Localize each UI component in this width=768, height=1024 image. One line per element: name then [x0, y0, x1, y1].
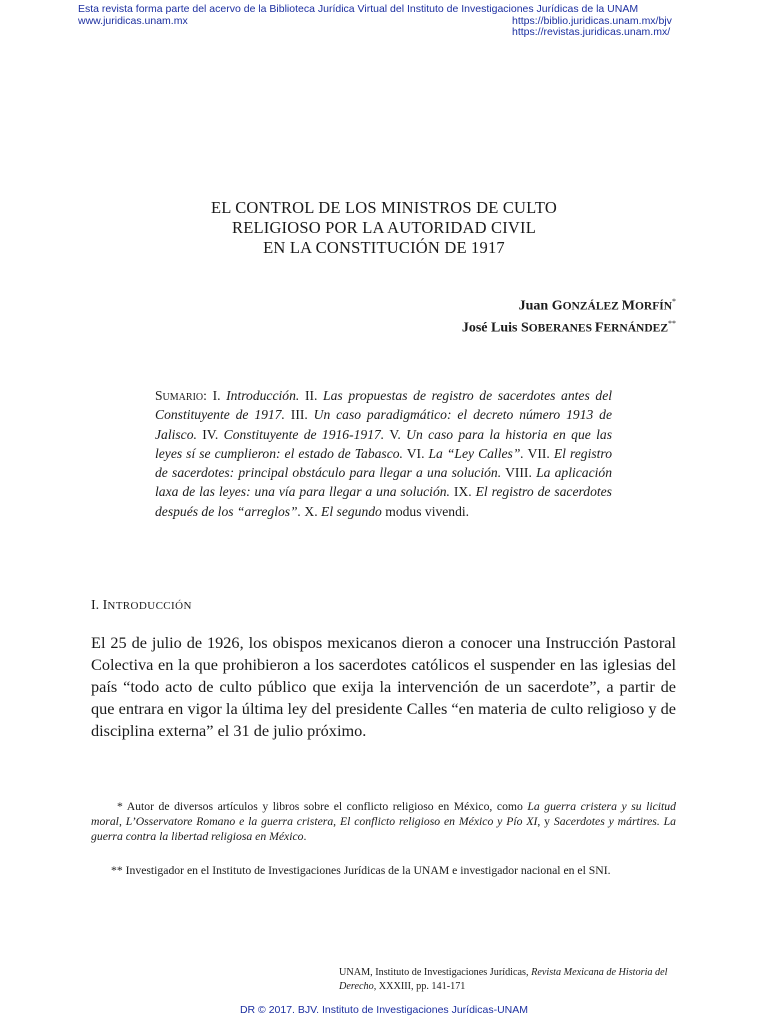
summary-label: Sumario: — [155, 388, 207, 403]
summary-item-num: V. — [389, 426, 401, 442]
footnote-1-sep: , — [118, 815, 126, 829]
summary-item-num: X. — [304, 503, 318, 519]
author-2 — [462, 319, 676, 337]
summary-item-upright: modus vivendi. — [381, 503, 470, 519]
section-heading — [91, 598, 192, 614]
summary-item-text: La aplicación laxa de las leyes: una vía para llegar a una solución. — [155, 465, 613, 500]
summary-item-num: II. — [304, 388, 318, 403]
author-1-family-initial: G — [551, 298, 563, 314]
summary-item-num: VII. — [527, 445, 550, 461]
author-2-family2-rest: ERNÁNDEZ — [603, 322, 668, 335]
summary-item-num: IV. — [202, 426, 219, 442]
summary-block — [155, 386, 612, 521]
summary-item-text: Constituyente de 1916-1917. — [223, 426, 385, 442]
journal-citation — [339, 966, 679, 994]
summary-item-num: IX. — [453, 484, 472, 500]
section-number: I. — [91, 598, 103, 613]
author-1 — [519, 297, 676, 315]
title-line-3: EN LA CONSTITUCIÓN DE 1917 — [263, 238, 505, 257]
summary-item-num: VI. — [406, 445, 425, 461]
footnote-1-work: L’Osservatore Romano e la guerra cristera — [125, 815, 334, 829]
summary-item-text: Introducción. — [226, 388, 300, 403]
summary-item-num: III. — [290, 407, 308, 423]
summary-item-text: Las propuestas de registro de sacerdotes antes del Constituyente de 1917. — [155, 388, 613, 423]
summary-item-text: Un caso paradigmático: el decreto número 1913 de Jalisco. — [155, 407, 612, 442]
section-initial: I — [102, 598, 108, 613]
header-link-juridicas[interactable]: www.juridicas.unam.mx — [78, 15, 188, 27]
copyright-footer: DR © 2017. BJV. Instituto de Investigaciones Jurídicas-UNAM — [239, 1004, 529, 1016]
summary-item-num: I. — [212, 388, 221, 403]
author-1-family-rest: ONZÁLEZ — [562, 300, 622, 313]
summary-item-num: VIII. — [505, 465, 532, 481]
footnote-2 — [91, 863, 676, 878]
author-2-family-rest: OBERANES — [528, 322, 595, 335]
footnote-2-mark: ** — [111, 864, 123, 877]
footnote-1 — [91, 799, 676, 845]
footnote-1-end: . — [303, 830, 307, 844]
author-1-family2-rest: ORFÍN — [634, 300, 672, 313]
author-2-footnote-mark: ** — [668, 319, 676, 328]
footnote-1-work: Sacerdotes y mártires. La guerra contra la libertad religiosa en México — [91, 815, 676, 844]
header-link-biblio[interactable]: https://biblio.juridicas.unam.mx/bjv — [512, 15, 672, 27]
article-title — [0, 198, 768, 258]
footnote-2-text: Investigador en el Instituto de Investigaciones Jurídicas de la UNAM e investigador nacional en el SNI. — [122, 864, 611, 877]
author-1-given: Juan — [518, 298, 552, 314]
footnote-1-text: Autor de diversos artículos y libros sobre el conflicto religioso en México, como — [122, 800, 528, 813]
summary-item-text: La “Ley Calles”. — [428, 445, 524, 461]
title-line-1: EL CONTROL DE LOS MINISTROS DE CULTO — [210, 198, 558, 217]
footnote-1-mark: * — [117, 800, 123, 813]
header-notice: Esta revista forma parte del acervo de la Biblioteca Jurídica Virtual del Instituto de Investigaciones Jurídicas de la UNAM — [78, 3, 639, 15]
author-1-family2-initial: M — [621, 298, 635, 314]
author-2-family-initial: S — [520, 320, 529, 336]
citation-volume-pages: , XXXIII, pp. 141-171 — [373, 981, 466, 992]
summary-item-text: El registro de sacerdotes después de los “arreglos”. — [155, 484, 612, 519]
footnote-1-work: El conflicto religioso en México y Pío XI — [339, 815, 538, 829]
section-title-rest: NTRODUCCIÓN — [107, 600, 192, 612]
footnote-1-work: La guerra cristera y su licitud moral — [91, 800, 676, 829]
footnote-1-sep: , y — [537, 815, 554, 829]
citation-journal: Revista Mexicana de Historia del Derecho — [339, 967, 668, 992]
body-paragraph: El 25 de julio de 1926, los obispos mexicanos dieron a conocer una Instrucción Pastoral Colectiva en la que prohibieron a los sacerdotes católicos el suspender en las iglesias del país “todo acto de culto público que exija la intervención de un sacerdote”, a partir de que entrara en vigor la última ley del presidente Calles “en materia de culto religioso y de disciplina externa” el 31 de julio próximo. — [91, 633, 676, 740]
summary-item-text: Un caso para la historia en que las leyes sí se cumplieron: el estado de Tabasco. — [155, 426, 613, 461]
summary-item-text: El segundo — [321, 503, 382, 519]
footnote-1-sep: , — [333, 815, 340, 829]
header-link-revistas[interactable]: https://revistas.juridicas.unam.mx/ — [512, 26, 671, 38]
author-2-family2-initial: F — [594, 320, 604, 336]
title-line-2: RELIGIOSO POR LA AUTORIDAD CIVIL — [231, 218, 536, 237]
citation-publisher: UNAM, Instituto de Investigaciones Jurídicas, — [339, 967, 532, 978]
author-2-given: José Luis — [461, 320, 521, 336]
author-1-footnote-mark: * — [672, 297, 676, 306]
summary-item-text: El registro de sacerdotes: principal obstáculo para llegar a una solución. — [155, 445, 612, 481]
